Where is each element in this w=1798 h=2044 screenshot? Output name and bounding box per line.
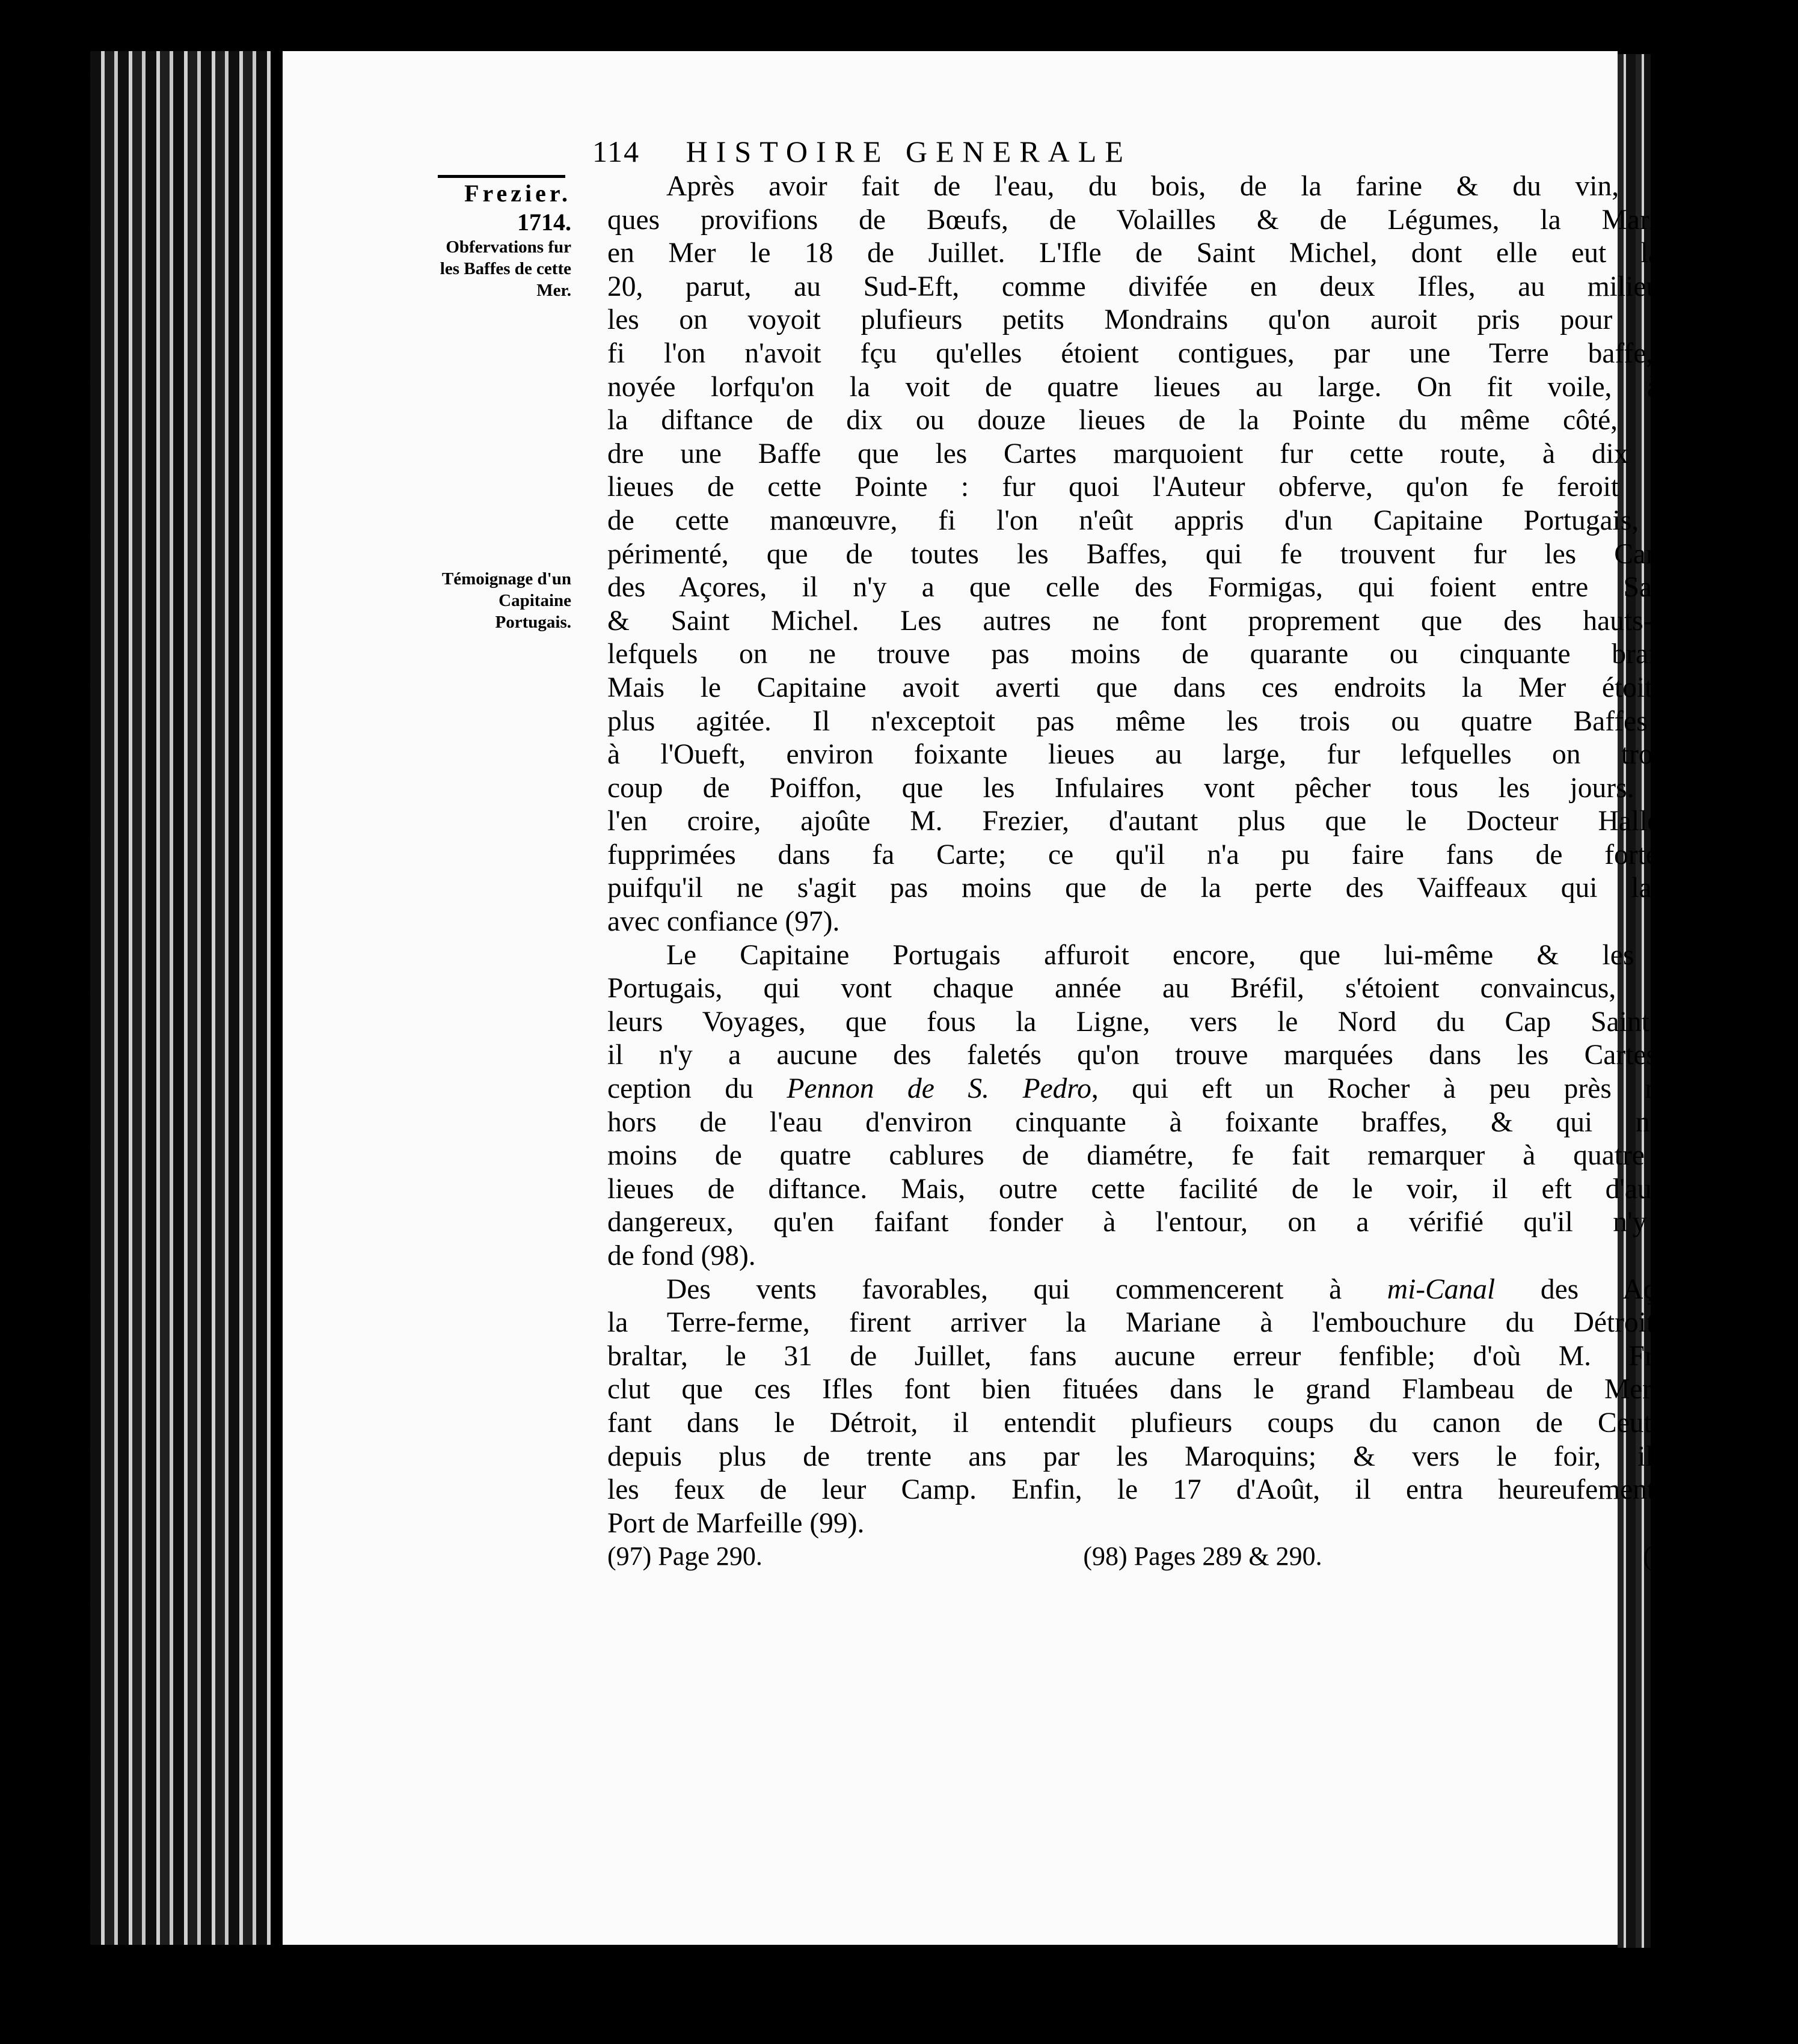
text-line: moins de quatre cablures de diamétre, fe fait remarquer à quatre ou cinq [607,1140,1798,1172]
text-line: ques provifions de Bœufs, de Volailles & de Légumes, la Mariane remit [607,204,1798,236]
text-line: lieues de cette Pointe : fur quoi l'Auteur obferve, qu'on fe feroit bien gardé [607,471,1798,503]
text-line: la diftance de dix ou douze lieues de la Pointe du même côté, fans crain- [607,405,1798,436]
text-line: clut que ces Ifles font bien fituées dans le grand Flambeau de Mer. En paf- [607,1374,1798,1406]
text-line: 20, parut, au Sud-Eft, comme divifée en deux Ifles, au milieu defquel- [607,271,1798,302]
text-fragment: des Açores &de [1540,1273,1798,1305]
text-fragment: , qui eft un Rocher à peu près rond, élevé [1091,1073,1798,1105]
margin-rule [438,175,565,178]
place-name-italic: Pennon de S. Pedro [787,1073,1091,1105]
text-line: avec confiance (97). [607,906,840,938]
margin-author: Frezier. [464,180,571,207]
text-line: depuis plus de trente ans par les Maroquins; & vers le foir, il découvrit [607,1440,1798,1472]
text-line: plus agitée. Il n'exceptoit pas même les trois ou quatre Baffes marquées [607,705,1798,737]
text-line: de cette manœuvre, fi l'on n'eût appris d'un Capitaine Portugais, fort ex- [607,504,1798,536]
text-line: des Açores, il n'y a que celle des Formigas, qui foient entre Sainte Marie [607,572,1798,604]
text-line: noyée lorfqu'on la voit de quatre lieues au large. On fit voile, à l'Eft, à [607,371,1798,403]
text-fragment: Des vents favorables, qui commencerent à [666,1273,1342,1305]
text-line: fi l'on n'avoit fçu qu'elles étoient contigues, par une Terre baffe, qui eft [607,337,1798,369]
text-line: en Mer le 18 de Juillet. L'Ifle de Saint Michel, dont elle eut la vûe, le [607,237,1798,269]
footnote: (99) Page 291. [1643,1541,1798,1571]
text-line: dangereux, qu'en faifant fonder à l'entour, on a vérifié qu'il n'y a point [607,1207,1798,1238]
footnotes [607,1541,1798,1571]
text-line: Portugais, qui vont chaque année au Bréfil, s'étoient convaincus, dans tous [607,973,1798,1005]
text-line: lefquels on ne trouve pas moins de quarante ou cinquante braffes d'eau. [607,638,1798,670]
page-title: HISTOIRE GENERALE [686,135,1132,168]
text-line: les feux de leur Camp. Enfin, le 17 d'Août, il entra heureufement dans le [607,1474,1798,1506]
text-line: leurs Voyages, que fous la Ligne, vers le Nord du Cap Saint Auguftin, [607,1006,1798,1038]
text-line: lieues de diftance. Mais, outre cette facilité de le voir, il eft d'autant moins [607,1173,1798,1205]
text-line: puifqu'il ne s'agit pas moins que de la perte des Vaiffeaux qui la fuivroient [607,872,1798,904]
text-line: hors de l'eau d'environ cinquante à foixante braffes, & qui n'ayant pas [607,1106,1798,1138]
body-text [607,170,1798,1540]
text-line: coup de Poiffon, que les Infulaires vont pêcher tous les jours. On peut [607,772,1798,804]
text-line: les on voyoit plufieurs petits Mondrains qu'on auroit pris pour des Iflots, [607,304,1798,336]
text-line: Après avoir fait de l'eau, du bois, de la farine & du vin, avec quel- [666,171,1798,202]
book-page [283,51,1798,1945]
text-line: Le Capitaine Portugais affuroit encore, que lui-même & les Capitaines [666,939,1798,971]
text-line: la Terre-ferme, firent arriver la Mariane à l'embouchure du Détroit de Gi- [607,1307,1798,1339]
text-line: il n'y a aucune des faletés qu'on trouve marquées dans les Cartes, à l'ex- [607,1039,1798,1071]
text-line: Mais le Capitaine avoit averti que dans ces endroits la Mer étoit beaucoup [607,672,1798,703]
margin-note-observations: Obfervations fur les Baffes de cette Mer. [440,237,571,300]
italic-term: mi-Canal [1387,1273,1496,1305]
footnote: (98) Pages 289 & 290. [1083,1541,1322,1571]
text-line [607,1273,1798,1307]
text-fragment: ception du [607,1073,753,1105]
book-spine-edge [90,51,271,1945]
text-line: l'en croire, ajoûte M. Frezier, d'autant plus que le Docteur Halley les a [607,806,1798,837]
text-line: à l'Oueft, environ foixante lieues au large, fur lefquelles on trouve beau- [607,739,1798,771]
text-line: & Saint Michel. Les autres ne font proprement que des hauts-fonds, fur [607,605,1798,637]
text-line: braltar, le 31 de Juillet, fans aucune erreur fenfible; d'où M. Frezier con- [607,1340,1798,1372]
text-line: fant dans le Détroit, il entendit plufieurs coups du canon de Ceuta, affiégée [607,1407,1798,1439]
margin-year: 1714. [517,209,571,236]
margin-note-temoignage: Témoignage d'un Capitaine Portugais. [441,569,571,632]
page-number: 114 [592,135,640,168]
text-line: dre une Baffe que les Cartes marquoient fur cette route, à dix ou douze [607,438,1798,470]
text-line: Port de Marfeille (99). [607,1507,865,1539]
text-line: de fond (98). [607,1240,756,1271]
margin-note-author [433,179,571,301]
running-head [592,134,1533,169]
text-line [607,1072,1798,1106]
footnote: (97) Page 290. [607,1541,762,1571]
text-line: fupprimées dans fa Carte; ce qu'il n'a pu faire fans de fortes raifons, [607,839,1798,871]
text-line: périmenté, que de toutes les Baffes, qui fe trouvent fur les Cartes autour [607,538,1798,570]
